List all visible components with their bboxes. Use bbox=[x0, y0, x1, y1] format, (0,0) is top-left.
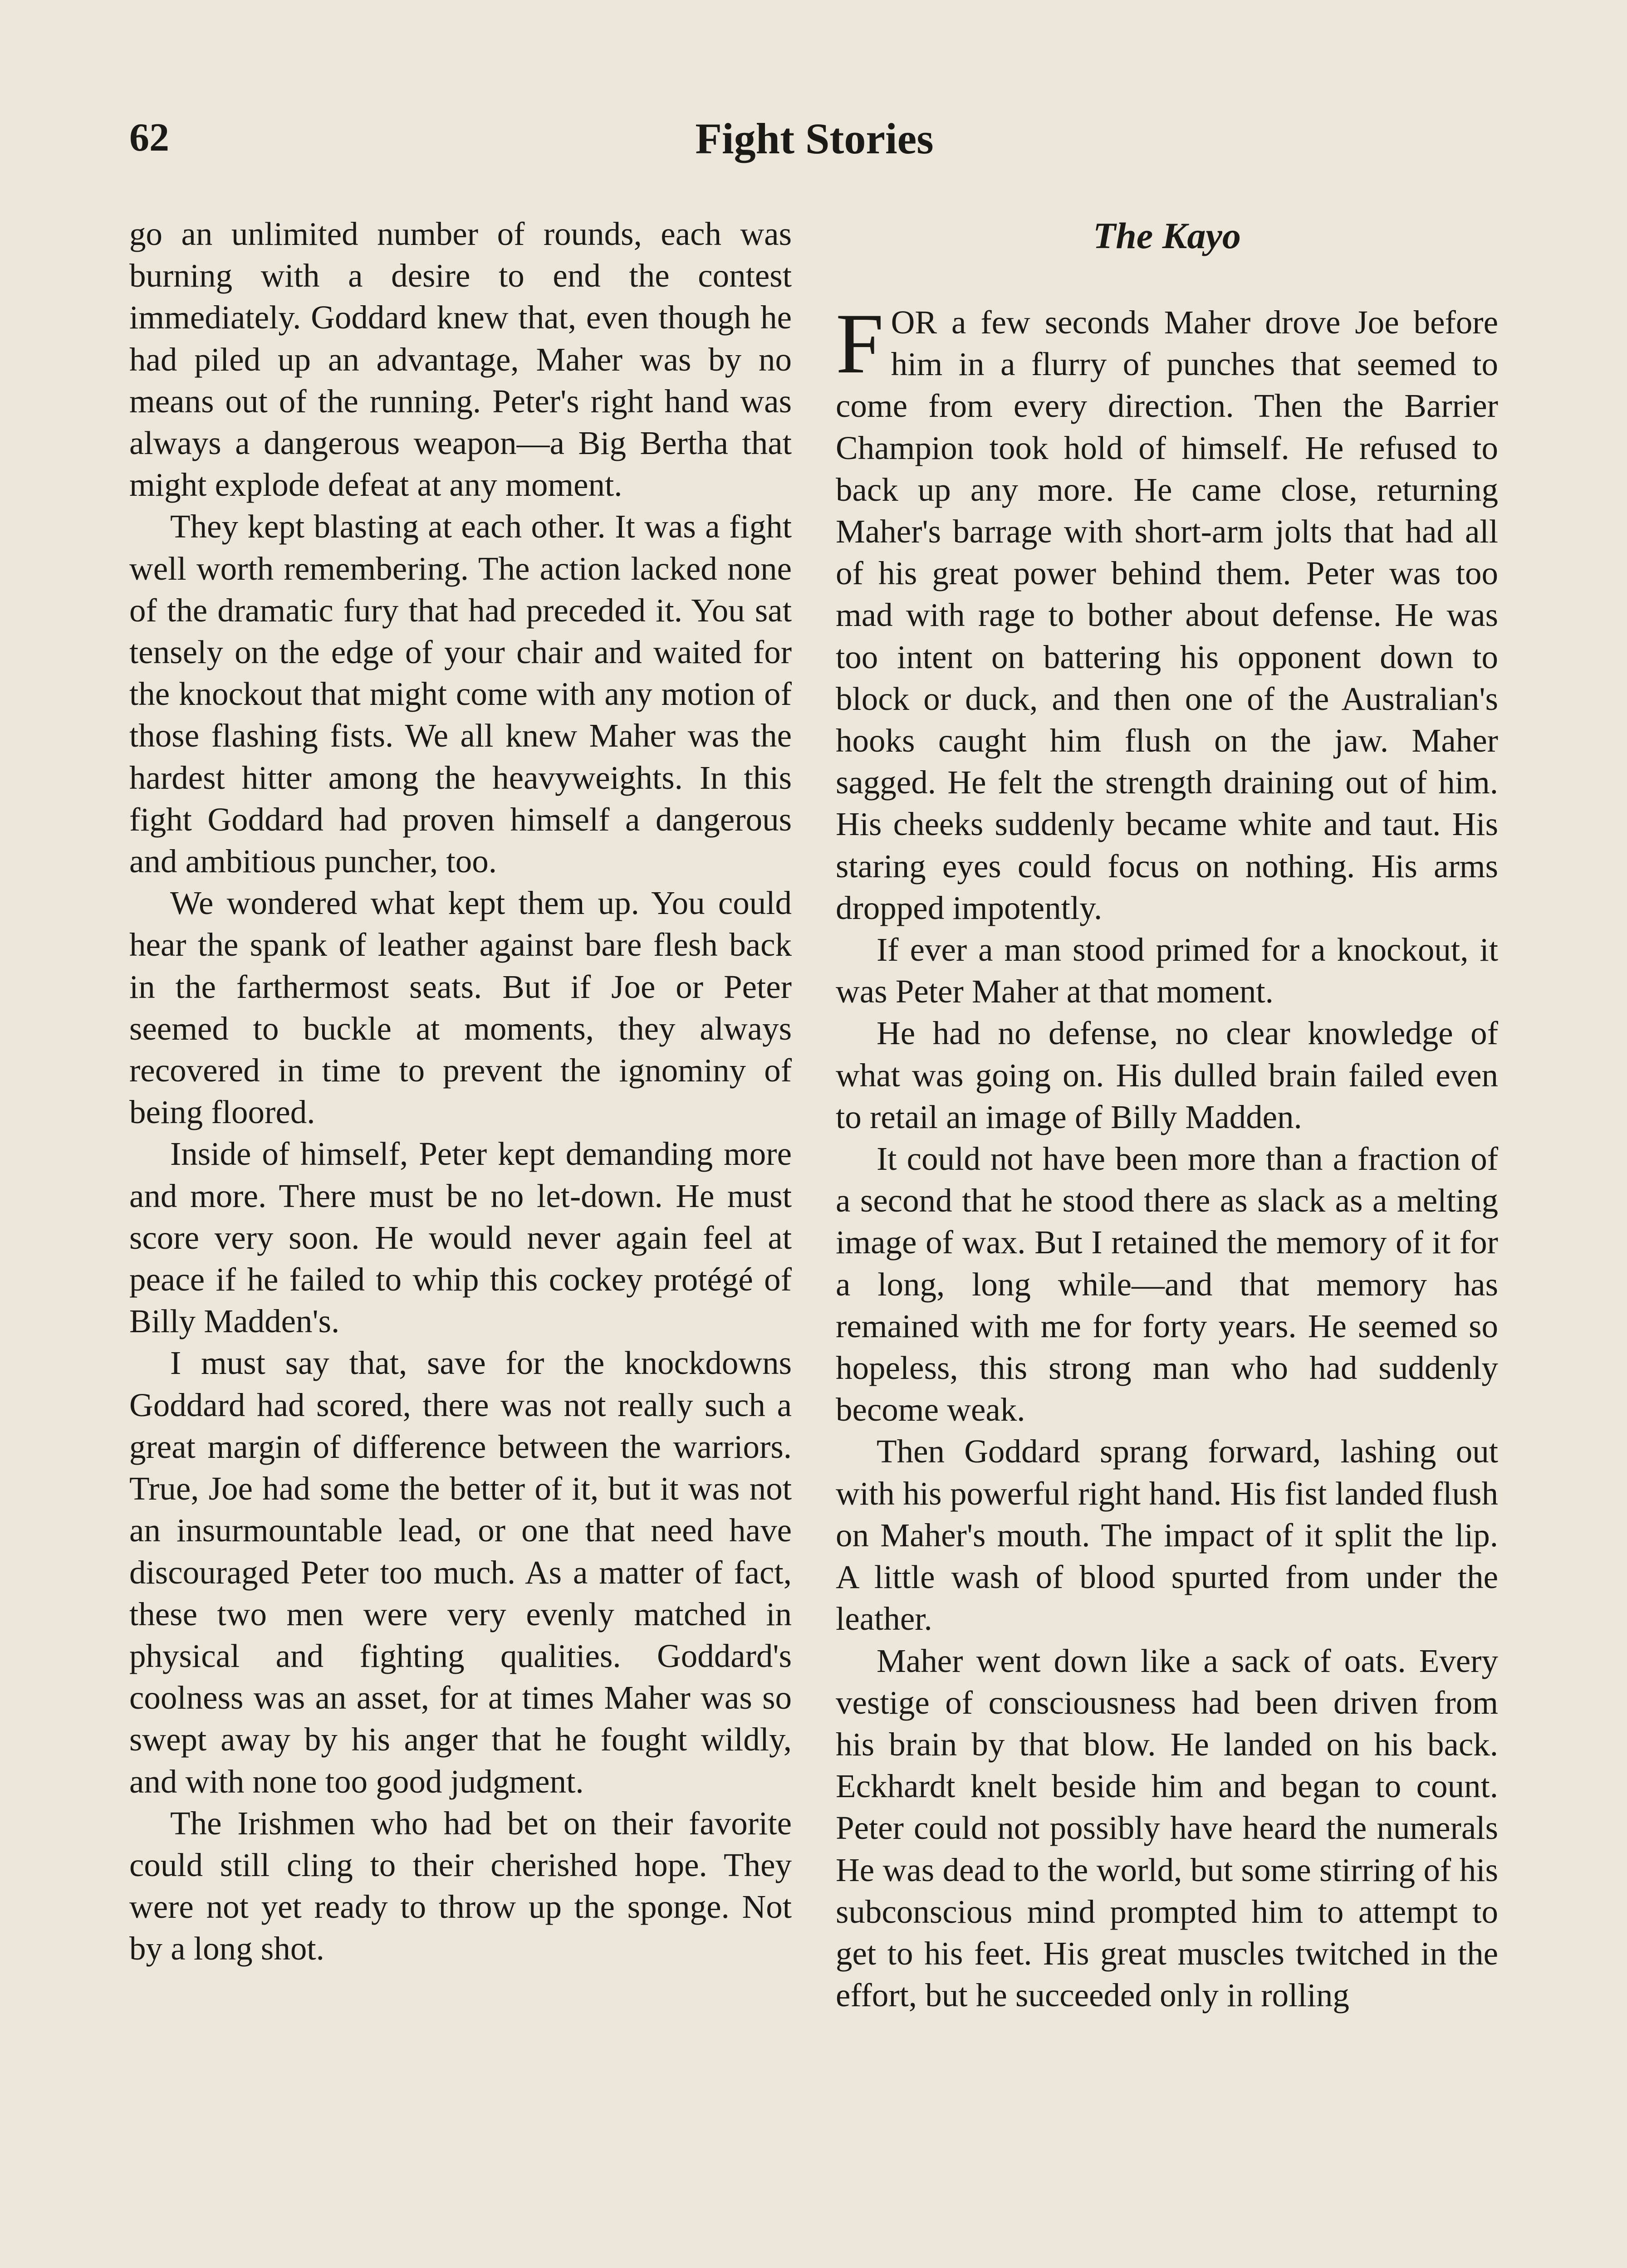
paragraph: The Irishmen who had bet on their favorite could still cling to their cherished hope. They were not yet ready to throw up the sponge. Not by a long shot. bbox=[129, 1804, 792, 1967]
paragraph: If ever a man stood primed for a knockout, it was Peter Maher at that moment. bbox=[836, 931, 1498, 1010]
left-column bbox=[129, 213, 792, 1970]
paragraph: He had no defense, no clear knowledge of what was going on. His dulled brain failed even to retail an image of Billy Madden. bbox=[836, 1015, 1498, 1135]
opening-paragraph-text: OR a few seconds Maher drove Joe before him in a flurry of punches that seemed to come from every direction. Then the Barrier Champion took hold of himself. He refused to back up any more. He came close, returning Maher's barrage with short-arm jolts that had all of his great power behind them. Peter was too mad with rage to bother about defense. He was too intent on battering his opponent down to block or duck, and then one of the Australian's hooks caught him flush on the jaw. Maher sagged. He felt the strength draining out of him. His cheeks suddenly became white and taut. His staring eyes could focus on nothing. His arms dropped impotently. bbox=[836, 304, 1498, 926]
page-number: 62 bbox=[129, 116, 169, 160]
paragraph: Inside of himself, Peter kept demanding more and more. There must be no let-down. He must score very soon. He would never again feel at peace if he failed to whip this cockey protégé of Billy Madden's. bbox=[129, 1135, 792, 1340]
paragraph: I must say that, save for the knockdowns Goddard had scored, there was not really such a great margin of difference between the warriors. True, Joe had some the better of it, but it was not an insurmountable lead, or one that need have discouraged Peter too much. As a matter of fact, these two men were very evenly matched in physical and fighting qualities. Goddard's coolness was an asset, for at times Maher was so swept away by his anger that he fought wildly, and with none too good judgment. bbox=[129, 1344, 792, 1800]
opening-paragraph bbox=[836, 296, 1498, 929]
right-column bbox=[836, 213, 1498, 2016]
drop-cap: F bbox=[836, 296, 884, 391]
paragraph: go an unlimited number of rounds, each was burning with a desire to end the contest immediately. Goddard knew that, even though he had piled up an advantage, Maher was by no means out of the running. Peter's right hand was always a dangerous weapon—a Big Bertha that might explode defeat at any moment. bbox=[129, 215, 792, 503]
running-title: Fight Stories bbox=[695, 114, 934, 163]
section-heading: The Kayo bbox=[1093, 215, 1241, 256]
paragraph: They kept blasting at each other. It was a fight well worth remembering. The action lacked none of the dramatic fury that had preceded it. You sat tensely on the edge of your chair and waited for the knockout that might come with any motion of those flashing fists. We all knew Maher was the hardest hitter among the heavyweights. In this fight Goddard had proven himself a dangerous and ambitious puncher, too. bbox=[129, 508, 792, 880]
paragraph: It could not have been more than a fraction of a second that he stood there as slack as a melting image of wax. But I retained the memory of it for a long, long while—and that memory has remained with me for forty years. He seemed so hopeless, this strong man who had suddenly become weak. bbox=[836, 1140, 1498, 1428]
paragraph: Maher went down like a sack of oats. Every vestige of consciousness had been driven from his brain by that blow. He landed on his back. Eckhardt knelt beside him and began to count. Peter could not possibly have heard the numerals He was dead to the world, but some stirring of his subconscious mind prompted him to attempt to get to his feet. His great muscles twitched in the effort, but he succeeded only in rolling bbox=[836, 1642, 1498, 2014]
paragraph: Then Goddard sprang forward, lashing out with his powerful right hand. His fist landed flush on Maher's mouth. The impact of it split the lip. A little wash of blood spurted from under the leather. bbox=[836, 1433, 1498, 1637]
paragraph: We wondered what kept them up. You could hear the spank of leather against bare flesh back in the farthermost seats. But if Joe or Peter seemed to buckle at moments, they always recovered in time to prevent the ignominy of being floored. bbox=[129, 885, 792, 1131]
